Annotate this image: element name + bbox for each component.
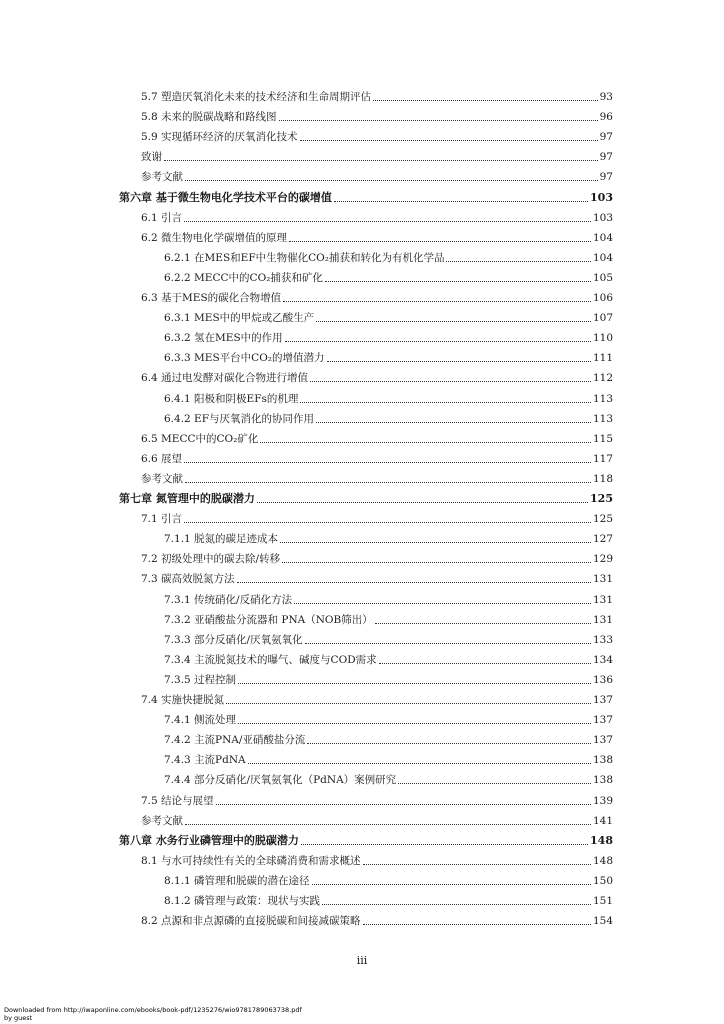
toc-leader-dots [184,461,591,463]
toc-leader-dots [280,541,591,543]
toc-leader-dots [316,421,591,423]
toc-leader-dots [260,441,591,443]
toc-entry-title: 7.1 引言 [141,513,183,526]
toc-entry-title: 6.2.1 在MES和EF中生物催化CO₂捕获和转化为有机化学品 [164,251,445,264]
toc-entry-page-number: 117 [592,452,613,465]
toc-entry-title: 7.3.2 亚硝酸盐分流器和 PNA（NOB筛出） [164,613,373,626]
toc-leader-dots [300,401,591,403]
toc-entry[interactable] [164,526,613,546]
toc-entry[interactable] [141,144,613,164]
toc-entry[interactable] [141,788,613,808]
toc-entry-title: 7.3.1 传统硝化/反硝化方法 [164,593,293,606]
toc-entry-page-number: 104 [592,251,613,264]
toc-entry-title: 7.3.3 部分反硝化/厌氧氨氧化 [164,633,303,646]
toc-entry-title: 参考文献 [141,472,183,485]
toc-entry-page-number: 133 [592,633,613,646]
toc-entry-page-number: 104 [592,231,613,244]
toc-entry-page-number: 107 [592,312,613,325]
toc-entry-page-number: 139 [592,794,613,807]
toc-entry[interactable] [164,305,613,325]
toc-entry-title: 6.1 引言 [141,211,183,224]
toc-entry-title: 6.2.2 MECC中的CO₂捕获和矿化 [164,271,323,284]
toc-entry-page-number: 151 [592,895,613,907]
toc-entry-title: 7.2 初级处理中的碳去除/转移 [141,553,281,566]
toc-leader-dots [184,220,591,222]
toc-entry-page-number: 106 [592,292,613,304]
toc-entry[interactable] [164,406,613,426]
toc-entry[interactable] [141,84,613,104]
toc-entry[interactable] [141,164,613,184]
toc-entry-title: 6.4 通过电发酵对碳化合物进行增值 [141,372,309,385]
toc-leader-dots [248,762,591,764]
toc-entry[interactable] [141,104,613,124]
toc-entry-page-number: 137 [592,734,613,747]
toc-entry-title: 8.1.2 磷管理与政策：现状与实践 [164,895,321,907]
toc-chapter-entry[interactable] [119,185,613,205]
toc-entry[interactable] [141,124,613,144]
toc-leader-dots [322,903,591,905]
toc-entry-page-number: 136 [592,673,613,686]
toc-leader-dots [238,722,591,724]
toc-entry[interactable] [164,587,613,607]
toc-entry-page-number: 103 [592,211,613,224]
toc-entry-title: 7.4.1 侧流处理 [164,714,237,727]
toc-entry-page-number: 129 [592,553,613,566]
toc-entry-page-number: 141 [592,814,613,827]
toc-entry-title: 8.1.1 磷管理和脱碳的潜在途径 [164,874,310,887]
toc-entry-page-number: 125 [592,513,613,526]
toc-entry[interactable] [141,205,613,225]
toc-entry-page-number: 113 [592,412,613,425]
toc-entry-title: 6.4.1 阳极和阴极EFs的机理 [164,392,299,405]
toc-entry-page-number: 97 [599,131,613,144]
toc-entry-title: 5.7 塑造厌氧消化未来的技术经济和生命周期评估 [141,91,372,103]
toc-leader-dots [305,642,591,644]
toc-chapter-entry[interactable] [119,828,613,848]
toc-entry-page-number: 96 [599,111,613,124]
toc-entry-page-number: 150 [592,874,613,887]
toc-entry[interactable] [164,868,613,888]
toc-leader-dots [398,782,591,784]
toc-leader-dots [283,300,591,302]
toc-entry-title: 6.2 微生物电化学碳增值的原理 [141,231,288,244]
toc-entry-title: 致谢 [141,151,162,164]
toc-leader-dots [216,803,591,805]
toc-leader-dots [289,240,591,242]
toc-leader-dots [257,501,588,503]
toc-entry-title: 7.1.1 脱氮的碳足迹成本 [164,533,279,546]
toc-entry-title: 7.4.4 部分反硝化/厌氧氨氧化（PdNA）案例研究 [164,774,397,787]
toc-leader-dots [238,682,591,684]
download-notice [4,1006,302,1022]
toc-leader-dots [282,561,591,563]
toc-entry-page-number: 148 [592,854,613,867]
toc-entry-page-number: 154 [592,915,613,928]
toc-leader-dots [184,521,591,523]
toc-entry[interactable] [164,607,613,627]
toc-entry-title: 5.9 实现循环经济的厌氧消化技术 [141,131,298,144]
toc-entry[interactable] [141,285,613,305]
toc-entry-title: 6.4.2 EF与厌氧消化的协同作用 [164,412,315,425]
toc-entry-title: 第八章 水务行业磷管理中的脱碳潜力 [119,833,299,847]
toc-entry[interactable] [141,908,613,928]
toc-leader-dots [312,883,591,885]
toc-leader-dots [373,99,598,101]
toc-entry-title: 6.6 展望 [141,452,183,465]
toc-entry-page-number: 97 [599,171,613,184]
toc-leader-dots [325,280,591,282]
toc-entry[interactable] [141,687,613,707]
download-url-line: Downloaded from http://iwaponline.com/ebooks/book-pdf/1235276/wio9781789063738.pdf [4,1006,302,1014]
toc-leader-dots [327,360,591,362]
toc-entry-title: 7.3 碳高效脱氮方法 [141,573,235,586]
page-number: iii [356,954,368,967]
toc-entry-title: 7.4.2 主流PNA/亚硝酸盐分流 [164,734,306,747]
toc-entry-title: 第六章 基于微生物电化学技术平台的碳增值 [119,190,332,204]
toc-entry-title: 参考文献 [141,171,183,184]
toc-leader-dots [185,179,598,181]
toc-entry[interactable] [141,566,613,586]
toc-entry[interactable] [164,707,613,727]
toc-entry[interactable] [164,265,613,285]
toc-entry-title: 6.3 基于MES的碳化合物增值 [141,292,282,304]
toc-entry-page-number: 138 [592,754,613,767]
toc-entry-page-number: 103 [590,190,613,204]
toc-entry-page-number: 110 [592,332,613,345]
toc-entry-page-number: 105 [592,271,613,284]
toc-entry-title: 7.5 结论与展望 [141,794,214,807]
toc-leader-dots [294,602,591,604]
toc-entry-title: 6.3.1 MES中的甲烷或乙酸生产 [164,312,315,325]
toc-leader-dots [363,863,591,865]
toc-entry-page-number: 125 [590,492,613,505]
toc-entry-title: 6.5 MECC中的CO₂矿化 [141,432,259,445]
toc-entry[interactable] [141,848,613,868]
toc-entry[interactable] [164,627,613,647]
toc-entry-title: 7.3.5 过程控制 [164,673,237,686]
toc-entry-page-number: 111 [592,352,613,365]
toc-entry[interactable] [141,225,613,245]
toc-leader-dots [300,139,598,141]
toc-entry[interactable] [141,506,613,526]
toc-leader-dots [446,260,590,262]
toc-entry[interactable] [164,647,613,667]
toc-chapter-entry[interactable] [119,486,613,506]
toc-entry[interactable] [141,546,613,566]
toc-entry-page-number: 113 [592,392,613,405]
toc-entry[interactable] [164,888,613,908]
toc-entry[interactable] [141,365,613,385]
toc-leader-dots [307,742,591,744]
toc-entry-title: 5.8 未来的脱碳战略和路线图 [141,111,277,124]
toc-entry-page-number: 134 [592,653,613,666]
toc-entry[interactable] [164,386,613,406]
toc-entry-page-number: 93 [599,91,613,103]
toc-leader-dots [185,481,591,483]
toc-entry-title: 8.2 点源和非点源磷的直接脱碳和间接减碳策略 [141,915,361,928]
toc-leader-dots [334,200,588,202]
toc-entry-page-number: 131 [592,593,613,606]
toc-entry-title: 7.4 实施快捷脱氮 [141,694,225,706]
toc-entry-title: 第七章 氮管理中的脱碳潜力 [119,492,255,505]
toc-leader-dots [375,622,591,624]
toc-entry[interactable] [164,767,613,787]
toc-entry-title: 6.3.2 氢在MES中的作用 [164,332,283,345]
toc-entry-page-number: 127 [592,533,613,546]
toc-entry-page-number: 118 [592,472,613,485]
toc-leader-dots [301,843,588,845]
toc-leader-dots [237,581,591,583]
toc-entry[interactable] [141,446,613,466]
toc-leader-dots [185,823,591,825]
toc-leader-dots [226,702,591,704]
toc-entry-page-number: 112 [592,372,613,385]
toc-entry[interactable] [164,727,613,747]
toc-leader-dots [285,340,591,342]
toc-leader-dots [310,380,591,382]
toc-entry-title: 7.4.3 主流PdNA [164,754,246,767]
toc-entry[interactable] [164,747,613,767]
toc-entry-page-number: 97 [599,151,613,164]
toc-leader-dots [316,320,591,322]
toc-leader-dots [279,119,598,121]
toc-leader-dots [363,923,591,925]
toc-entry[interactable] [164,667,613,687]
toc-entry[interactable] [141,466,613,486]
toc-entry[interactable] [164,325,613,345]
toc-entry[interactable] [141,808,613,828]
toc-entry-page-number: 138 [592,774,613,787]
toc-leader-dots [379,662,591,664]
toc-entry-title: 6.3.3 MES平台中CO₂的增值潜力 [164,352,325,365]
toc-entry-page-number: 137 [592,714,613,727]
toc-entry[interactable] [141,426,613,446]
toc-entry-page-number: 137 [592,694,613,706]
toc-entry[interactable] [164,345,613,365]
toc-leader-dots [164,159,598,161]
toc-entry-page-number: 115 [592,432,613,445]
toc-entry-page-number: 131 [592,613,613,626]
toc-entry-page-number: 131 [592,573,613,586]
toc-entry-page-number: 148 [590,833,613,847]
toc-entry[interactable] [164,245,613,265]
toc-entry-title: 7.3.4 主流脱氮技术的曝气、碱度与COD需求 [164,653,377,666]
download-guest-line: by guest [4,1014,33,1022]
toc-entry-title: 8.1 与水可持续性有关的全球磷消费和需求概述 [141,854,361,867]
toc-entry-title: 参考文献 [141,814,183,827]
